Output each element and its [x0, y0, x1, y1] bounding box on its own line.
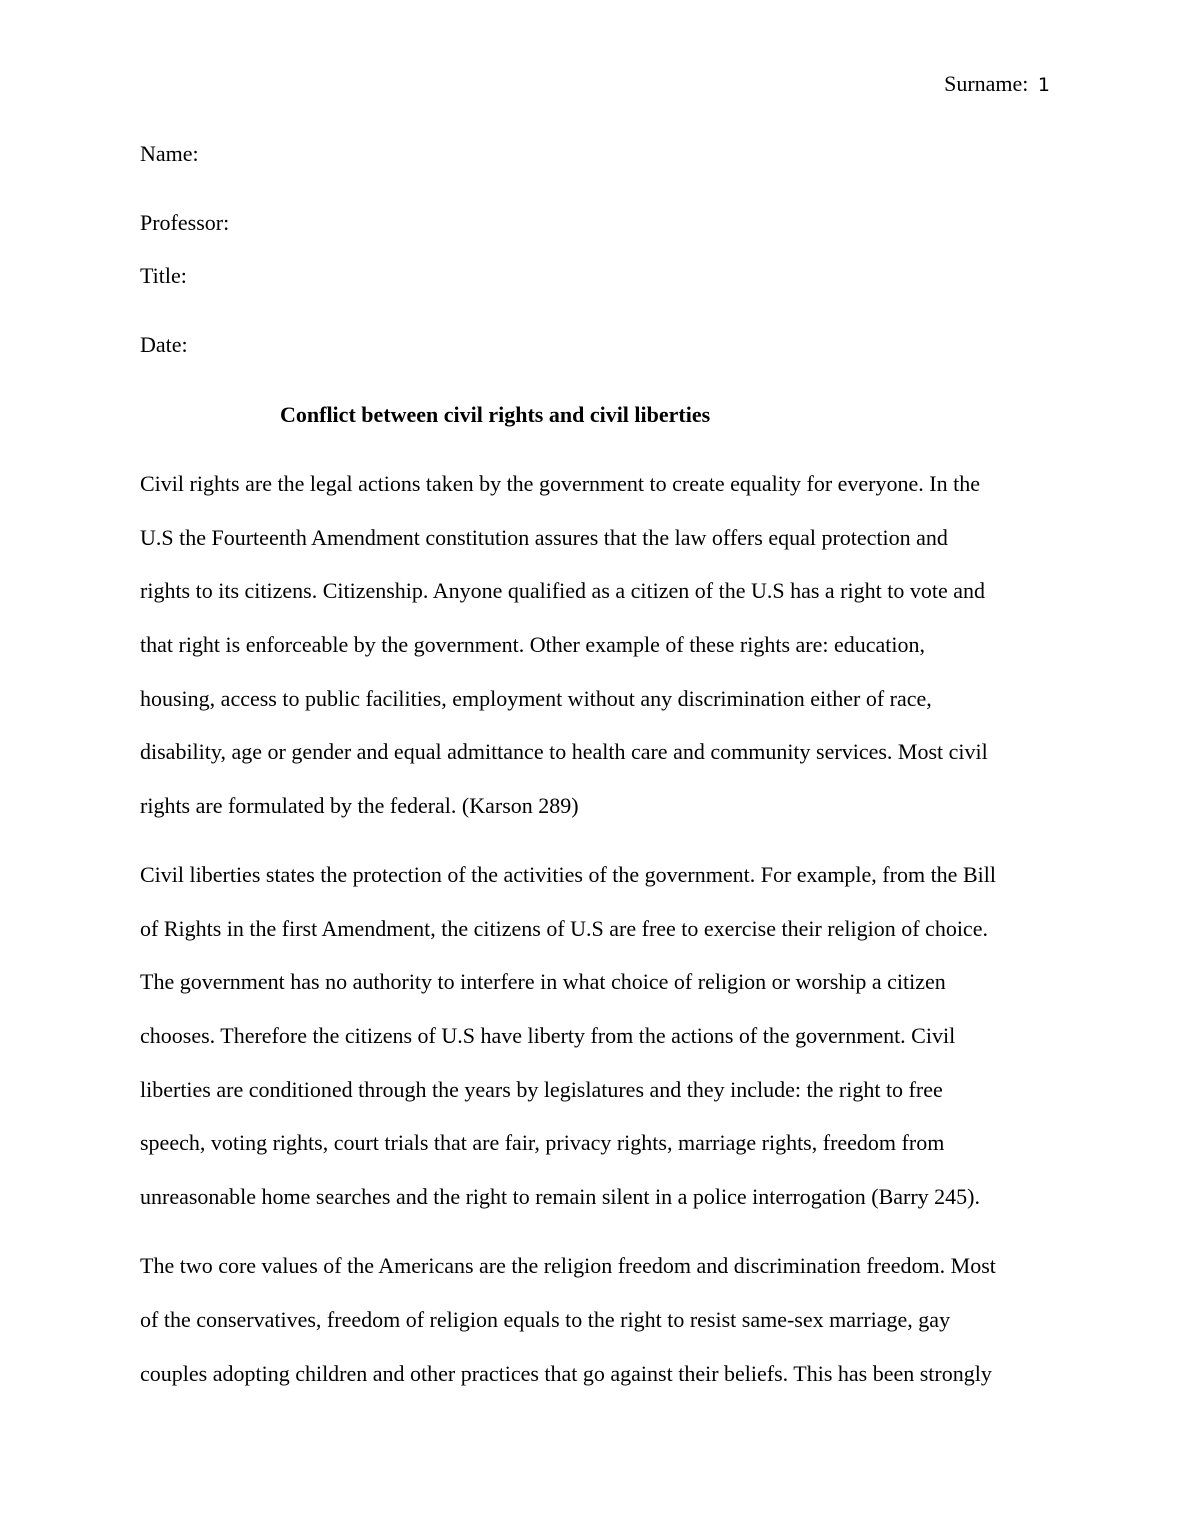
paragraph-line: The government has no authority to interfere in what choice of religion or worship a citizen: [140, 969, 946, 994]
name-line: Name:: [140, 141, 199, 166]
paragraph-line: couples adopting children and other practices that go against their beliefs. This has been strongly: [140, 1361, 992, 1386]
page-number: 1: [1037, 74, 1050, 96]
professor-line: Professor:: [140, 210, 230, 235]
paragraph-line: Civil liberties states the protection of the activities of the government. For example, from the Bill: [140, 862, 996, 887]
date-line: Date:: [140, 332, 188, 357]
essay-title: Conflict between civil rights and civil liberties: [280, 402, 711, 427]
paragraph-line: U.S the Fourteenth Amendment constitution assures that the law offers equal protection and: [140, 525, 948, 550]
paragraph-line: Civil rights are the legal actions taken by the government to create equality for everyone. In the: [140, 471, 980, 496]
paragraph-line: speech, voting rights, court trials that are fair, privacy rights, marriage rights, freedom from: [140, 1130, 945, 1155]
title-line: Title:: [140, 263, 187, 288]
page-header: [944, 70, 1050, 99]
paragraph-line: rights to its citizens. Citizenship. Anyone qualified as a citizen of the U.S has a right to vote and: [140, 578, 985, 603]
paragraph-line: chooses. Therefore the citizens of U.S have liberty from the actions of the government. Civil: [140, 1023, 956, 1048]
paragraph-line: liberties are conditioned through the years by legislatures and they include: the right to free: [140, 1077, 943, 1102]
paragraph-line: The two core values of the Americans are the religion freedom and discrimination freedom. Most: [140, 1253, 996, 1278]
paragraph-line: that right is enforceable by the government. Other example of these rights are: education,: [140, 632, 925, 657]
paragraph-line: rights are formulated by the federal. (Karson 289): [140, 793, 579, 818]
paragraph-line: housing, access to public facilities, employment without any discrimination either of race,: [140, 686, 932, 711]
surname-label: Surname:: [944, 71, 1029, 96]
paragraph-line: disability, age or gender and equal admittance to health care and community services. Most civil: [140, 739, 988, 764]
paragraph-line: unreasonable home searches and the right to remain silent in a police interrogation (Barry 245).: [140, 1184, 980, 1209]
paragraph-line: of the conservatives, freedom of religion equals to the right to resist same-sex marriage, gay: [140, 1307, 951, 1332]
paragraph-line: of Rights in the first Amendment, the citizens of U.S are free to exercise their religion of choice.: [140, 916, 988, 941]
